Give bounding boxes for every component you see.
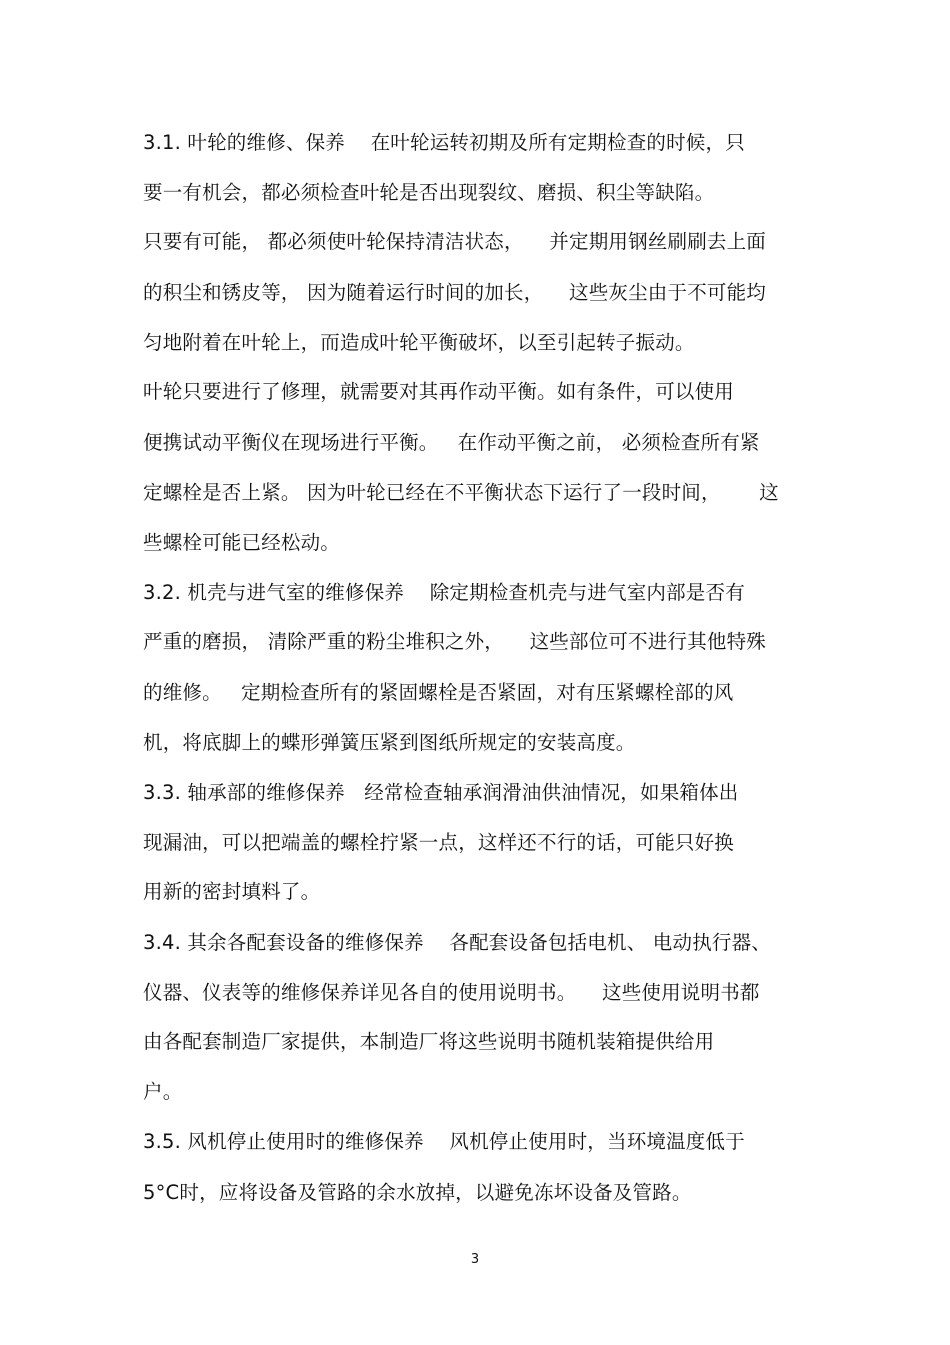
text-line: 定螺栓是否上紧。 因为叶轮已经在不平衡状态下运行了一段时间， 这 xyxy=(143,481,779,504)
text-line: 用新的密封填料了。 xyxy=(143,880,321,903)
text-line: 匀地附着在叶轮上，而造成叶轮平衡破坏，以至引起转子振动。 xyxy=(143,331,695,354)
text-line: 只要有可能， 都必须使叶轮保持清洁状态， 并定期用钢丝刷刷去上面 xyxy=(143,230,766,253)
section-heading-line: 3.2. 机壳与进气室的维修保养 除定期检查机壳与进气室内部是否有 xyxy=(143,581,745,604)
text-line: 5°C时，应将设备及管路的余水放掉，以避免冻坏设备及管路。 xyxy=(143,1181,692,1204)
text-line: 的维修。 定期检查所有的紧固螺栓是否紧固，对有压紧螺栓部的风 xyxy=(143,681,734,704)
page-number: 3 xyxy=(470,1252,480,1267)
text-line: 要一有机会，都必须检查叶轮是否出现裂纹、磨损、积尘等缺陷。 xyxy=(143,181,715,204)
text-line: 户。 xyxy=(143,1080,183,1103)
section-heading-line: 3.5. 风机停止使用时的维修保养 风机停止使用时，当环境温度低于 xyxy=(143,1130,745,1153)
text-line: 便携试动平衡仪在现场进行平衡。 在作动平衡之前， 必须检查所有紧 xyxy=(143,431,760,454)
text-line: 些螺栓可能已经松动。 xyxy=(143,531,341,554)
section-heading-line: 3.4. 其余各配套设备的维修保养 各配套设备包括电机、 电动执行器、 xyxy=(143,931,772,954)
text-line: 由各配套制造厂家提供，本制造厂将这些说明书随机装箱提供给用 xyxy=(143,1030,715,1053)
section-heading-line: 3.3. 轴承部的维修保养 经常检查轴承润滑油供油情况，如果箱体出 xyxy=(143,781,739,804)
text-line: 严重的磨损， 清除严重的粉尘堆积之外， 这些部位可不进行其他特殊 xyxy=(143,630,766,653)
text-line: 叶轮只要进行了修理，就需要对其再作动平衡。如有条件，可以使用 xyxy=(143,380,735,403)
text-line: 机，将底脚上的蝶形弹簧压紧到图纸所规定的安装高度。 xyxy=(143,731,636,754)
text-line: 的积尘和锈皮等， 因为随着运行时间的加长， 这些灰尘由于不可能均 xyxy=(143,281,766,304)
text-line: 现漏油，可以把端盖的螺栓拧紧一点，这样还不行的话，可能只好换 xyxy=(143,831,735,854)
text-line: 3.1. 叶轮的维修、保养 在叶轮运转初期及所有定期检查的时候，只 xyxy=(143,131,745,154)
text-line: 仪器、仪表等的维修保养详见各自的使用说明书。 这些使用说明书都 xyxy=(143,981,760,1004)
